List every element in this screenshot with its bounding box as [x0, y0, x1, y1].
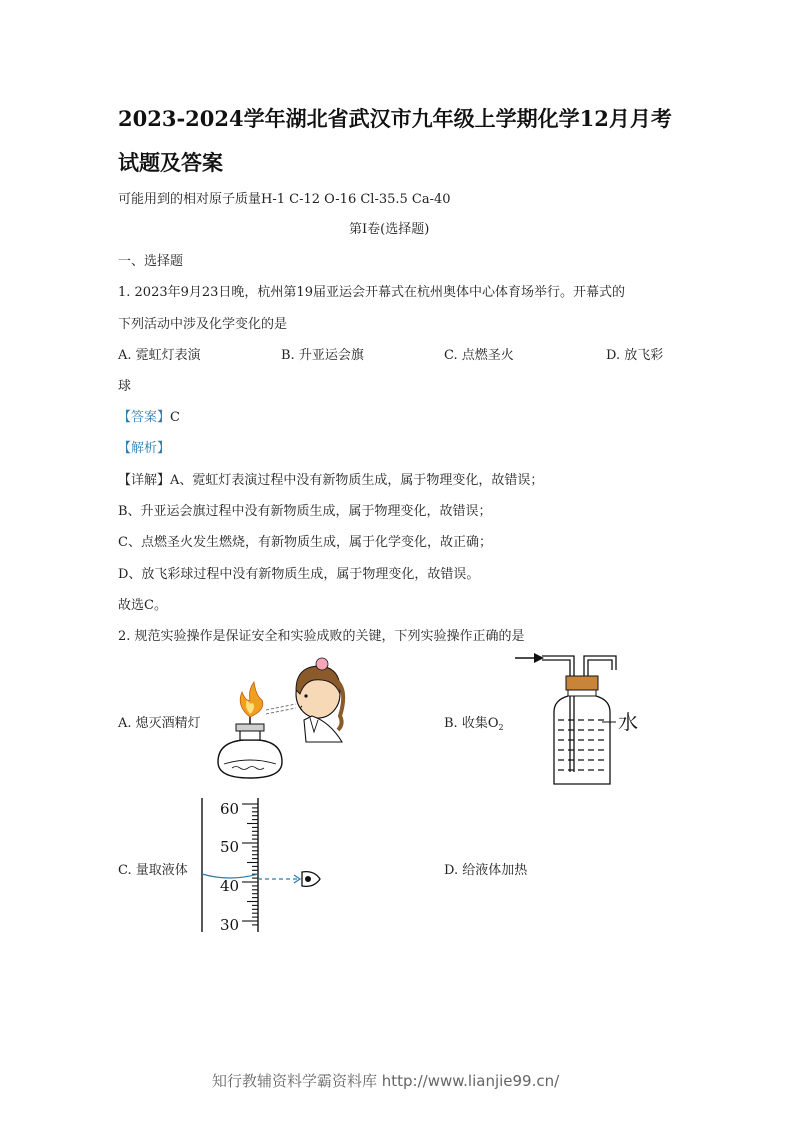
page-title-line1: 2023-2024学年湖北省武汉市九年级上学期化学12月月考	[118, 106, 672, 131]
q2-option-b-subscript: 2	[498, 723, 504, 732]
answer-tag: 【答案】	[118, 410, 171, 425]
q1-stem-line1: 1. 2023年9月23日晚，杭州第19届亚运会开幕式在杭州奥体中心体育场举行。开幕式的	[118, 285, 625, 300]
q1-option-b: B. 升亚运会旗	[281, 348, 364, 363]
atomic-masses: 可能用到的相对原子质量H-1 C-12 O-16 Cl-35.5 Ca-40	[118, 192, 451, 207]
q1-option-d: D. 放飞彩	[606, 348, 664, 363]
q1-stem-line2: 下列活动中涉及化学变化的是	[118, 317, 288, 332]
q2-option-a: A. 熄灭酒精灯	[118, 716, 201, 731]
q2-option-b-label: B. 收集O	[444, 716, 499, 731]
tick-label-30: 30	[220, 916, 240, 934]
gas-bottle-illustration	[512, 650, 652, 790]
q1-option-c: C. 点燃圣火	[444, 348, 514, 363]
volume-title: 第Ⅰ卷(选择题)	[349, 222, 430, 237]
analysis-tag: 【解析】	[118, 441, 171, 456]
footer-watermark: 知行教辅资料学霸资料库 http://www.lianjie99.cn/	[212, 1072, 560, 1090]
q1-option-d-wrap: 球	[118, 379, 132, 394]
q1-conclusion: 故选C。	[118, 598, 167, 613]
answer-value: C	[170, 410, 180, 425]
q2-option-d: D. 给液体加热	[444, 863, 528, 878]
q2-option-c: C. 量取液体	[118, 863, 188, 878]
q1-detail-line2: B、升亚运会旗过程中没有新物质生成，属于物理变化，故错误；	[118, 504, 492, 519]
q1-detail-line4: D、放飞彩球过程中没有新物质生成，属于物理变化，故错误。	[118, 567, 480, 582]
graduated-cylinder-illustration	[190, 796, 330, 934]
page-title-line2: 试题及答案	[118, 150, 223, 175]
tick-label-40: 40	[220, 877, 240, 895]
q1-detail-line1	[118, 469, 543, 488]
section-heading: 一、选择题	[118, 254, 184, 269]
q1-detail-line3: C、点燃圣火发生燃烧，有新物质生成，属于化学变化，故正确；	[118, 535, 492, 550]
tick-label-50: 50	[220, 838, 240, 856]
water-label: 水	[618, 710, 638, 734]
q1-answer	[118, 406, 180, 425]
detail-tag: 【详解】	[118, 473, 171, 488]
q2-stem: 2. 规范实验操作是保证安全和实验成败的关键，下列实验操作正确的是	[118, 629, 525, 644]
detail-text: A、霓虹灯表演过程中没有新物质生成，属于物理变化，故错误；	[170, 473, 544, 488]
blowing-lamp-illustration	[210, 650, 350, 785]
q2-option-b	[444, 712, 504, 732]
tick-label-60: 60	[220, 800, 240, 818]
q1-option-a: A. 霓虹灯表演	[118, 348, 201, 363]
